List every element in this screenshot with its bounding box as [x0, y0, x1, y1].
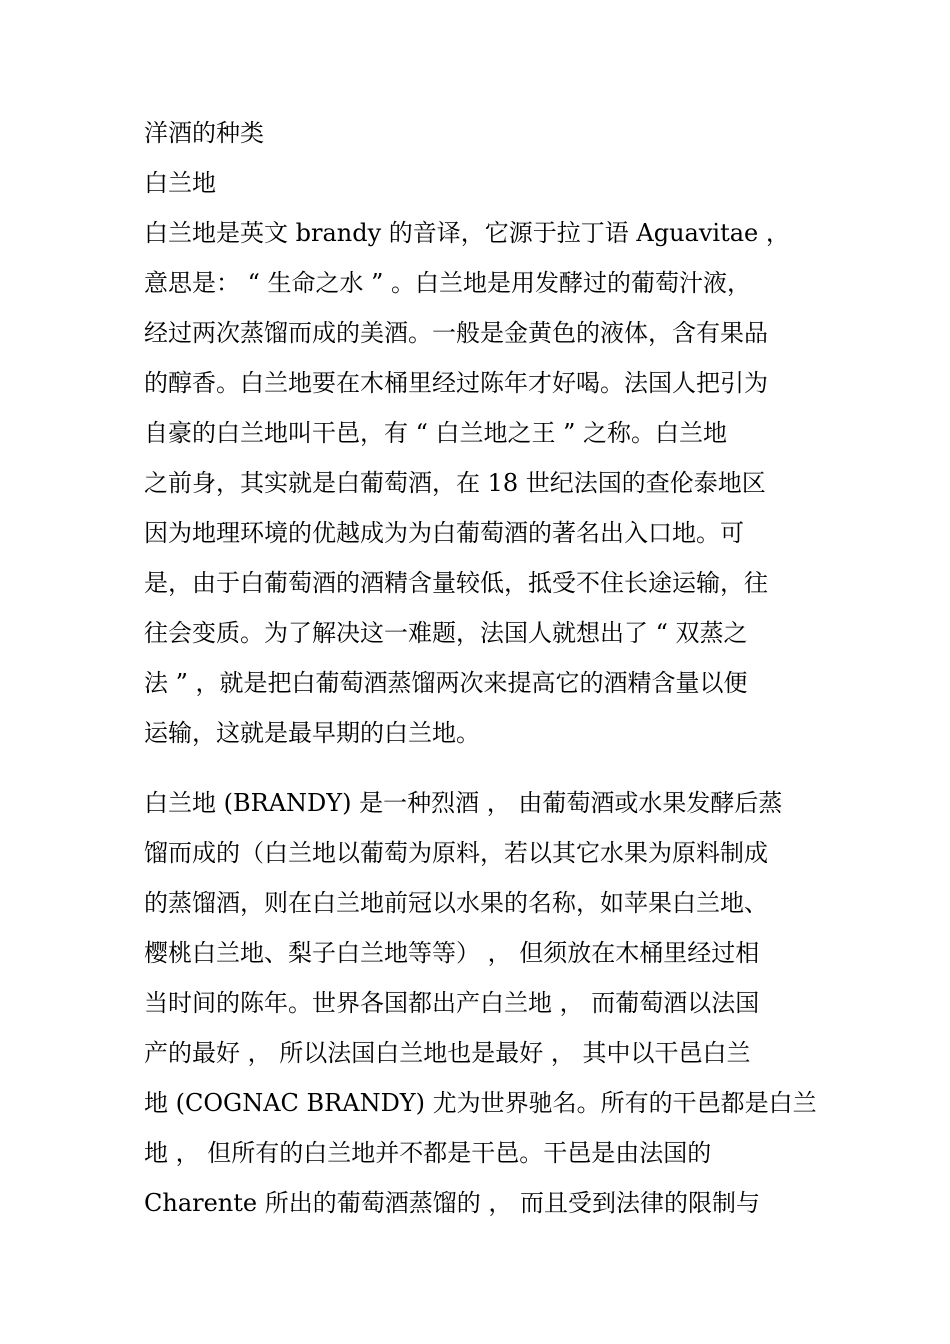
paragraph-line: 当时间的陈年。世界各国都出产白兰地 ， 而葡萄酒以法国	[144, 989, 760, 1017]
paragraph-line: Charente 所出的葡萄酒蒸馏的 ， 而且受到法律的限制与	[144, 1189, 760, 1217]
paragraph-line: 馏而成的（白兰地以葡萄为原料，若以其它水果为原料制成	[144, 839, 768, 867]
paragraph-line: 白兰地是英文 brandy 的音译，它源于拉丁语 Aguavitae ，	[144, 219, 790, 247]
paragraph-line: 是，由于白葡萄酒的酒精含量较低，抵受不住长途运输，往	[144, 569, 768, 597]
document-subheading: 白兰地	[144, 169, 216, 197]
paragraph-line: 樱桃白兰地、梨子白兰地等等） ， 但须放在木桶里经过相	[144, 939, 760, 967]
paragraph-line: 运输，这就是最早期的白兰地。	[144, 719, 480, 747]
paragraph-line: 往会变质。为了解决这一难题，法国人就想出了 “ 双蒸之	[144, 619, 748, 647]
paragraph-line: 白兰地 (BRANDY) 是一种烈酒 ， 由葡萄酒或水果发酵后蒸	[144, 789, 783, 817]
paragraph-line: 因为地理环境的优越成为为白葡萄酒的著名出入口地。可	[144, 519, 744, 547]
paragraph-line: 自豪的白兰地叫干邑，有 “ 白兰地之王 ” 之称。白兰地	[144, 419, 728, 447]
paragraph-line: 的蒸馏酒，则在白兰地前冠以水果的名称，如苹果白兰地、	[144, 889, 768, 917]
paragraph-line: 产的最好 ， 所以法国白兰地也是最好 ， 其中以干邑白兰	[144, 1039, 751, 1067]
paragraph-line: 地 (COGNAC BRANDY) 尤为世界驰名。所有的干邑都是白兰	[144, 1089, 817, 1117]
paragraph-line: 之前身，其实就是白葡萄酒，在 18 世纪法国的查伦泰地区	[144, 469, 766, 497]
paragraph-line: 经过两次蒸馏而成的美酒。一般是金黄色的液体，含有果品	[144, 319, 768, 347]
paragraph-line: 的醇香。白兰地要在木桶里经过陈年才好喝。法国人把引为	[144, 369, 768, 397]
paragraph-line: 意思是： “ 生命之水 ” 。白兰地是用发酵过的葡萄汁液，	[144, 269, 752, 297]
document-heading: 洋酒的种类	[144, 119, 264, 147]
paragraph-line: 地 ， 但所有的白兰地并不都是干邑。干邑是由法国的	[144, 1139, 712, 1167]
paragraph-line: 法 ” ，就是把白葡萄酒蒸馏两次来提高它的酒精含量以便	[144, 669, 748, 697]
